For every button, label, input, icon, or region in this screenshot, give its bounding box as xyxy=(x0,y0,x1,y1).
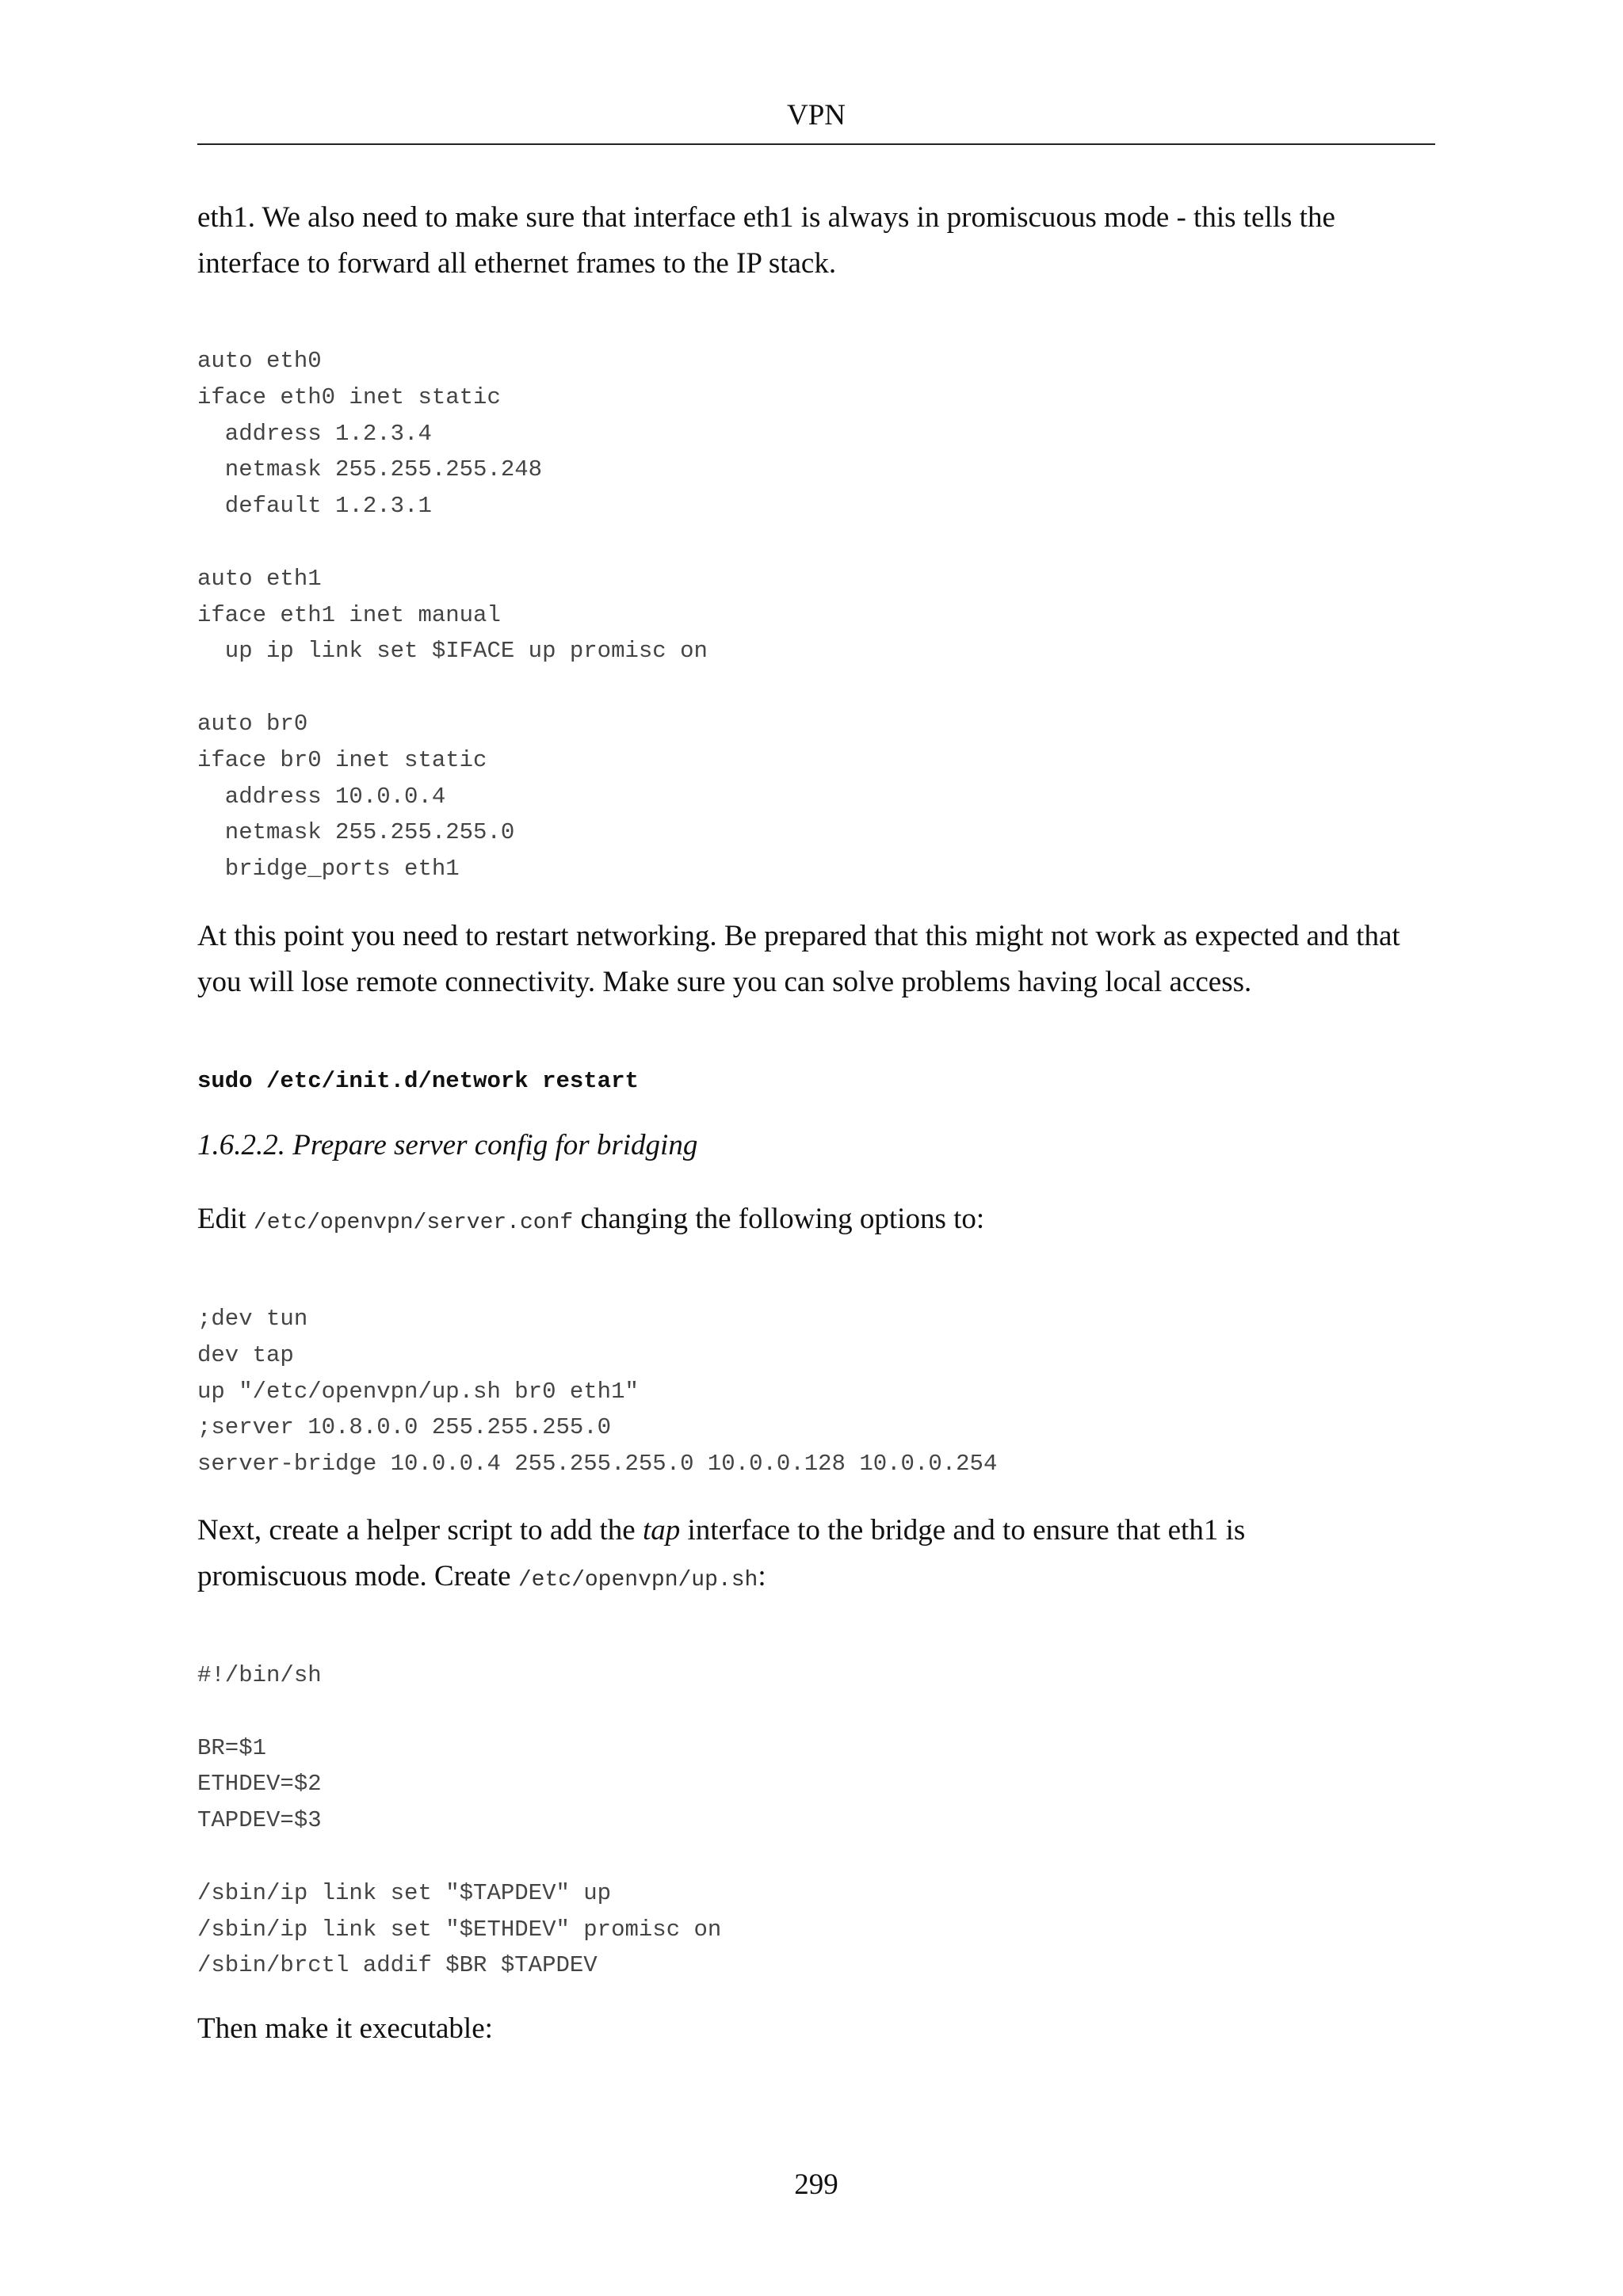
helper-line-1 xyxy=(197,1508,1435,1554)
executable-paragraph xyxy=(197,2006,1435,2052)
helper-suffix: interface to the bridge and to ensure that eth1 is xyxy=(680,1514,1246,1547)
intro-paragraph xyxy=(197,195,1435,287)
helper-script-paragraph xyxy=(197,1508,1435,1604)
running-header: VPN xyxy=(786,99,846,132)
helper-line-2-prefix: promiscuous mode. Create xyxy=(197,1560,518,1592)
page-number: 299 xyxy=(794,2168,838,2201)
document-page xyxy=(197,0,1435,2296)
restart-line-1: At this point you need to restart networking. Be prepared that this might not work as expected and that xyxy=(197,920,1400,952)
up-script-code-block: #!/bin/sh BR=$1 ETHDEV=$2 TAPDEV=$3 /sbin/ip link set "$TAPDEV" up /sbin/ip link set "$ETHDEV" promisc on /sbin/brctl addif $BR $TAPDEV xyxy=(197,1662,722,1979)
intro-line-1: eth1. We also need to make sure that interface eth1 is always in promiscuous mode - this tells the xyxy=(197,201,1335,234)
helper-prefix: Next, create a helper script to add the xyxy=(197,1514,643,1547)
header-divider xyxy=(197,143,1435,145)
helper-line-2-suffix: : xyxy=(758,1560,766,1592)
edit-paragraph xyxy=(197,1196,1435,1246)
helper-line-2 xyxy=(197,1554,1435,1604)
restart-line-2: you will lose remote connectivity. Make sure you can solve problems having local access. xyxy=(197,966,1252,998)
intro-line-2: interface to forward all ethernet frames to the IP stack. xyxy=(197,247,837,280)
restart-command: sudo /etc/init.d/network restart xyxy=(197,1068,639,1094)
section-heading: 1.6.2.2. Prepare server config for bridging xyxy=(197,1129,698,1161)
edit-line xyxy=(197,1196,1435,1246)
tap-emphasis: tap xyxy=(642,1514,681,1547)
edit-prefix: Edit xyxy=(197,1203,254,1235)
up-sh-path: /etc/openvpn/up.sh xyxy=(517,1568,758,1592)
interfaces-code-block: auto eth0 iface eth0 inet static address 1.2.3.4 netmask 255.255.255.248 default 1.2.3.1 auto eth1 iface eth1 inet manual up ip link set $IFACE up promisc on auto br0 iface br0 inet static address 10.0.0.4 netmask 255.255.255.0 bridge_ports eth1 xyxy=(197,348,708,883)
server-conf-path: /etc/openvpn/server.conf xyxy=(253,1211,574,1235)
server-conf-code-block: ;dev tun dev tap up "/etc/openvpn/up.sh br0 eth1" ;server 10.8.0.0 255.255.255.0 server-bridge 10.0.0.4 255.255.255.0 10.0.0.128 10.0.0.254 xyxy=(197,1306,998,1478)
restart-paragraph xyxy=(197,913,1435,1005)
edit-suffix: changing the following options to: xyxy=(573,1203,985,1235)
executable-line: Then make it executable: xyxy=(197,2012,493,2045)
